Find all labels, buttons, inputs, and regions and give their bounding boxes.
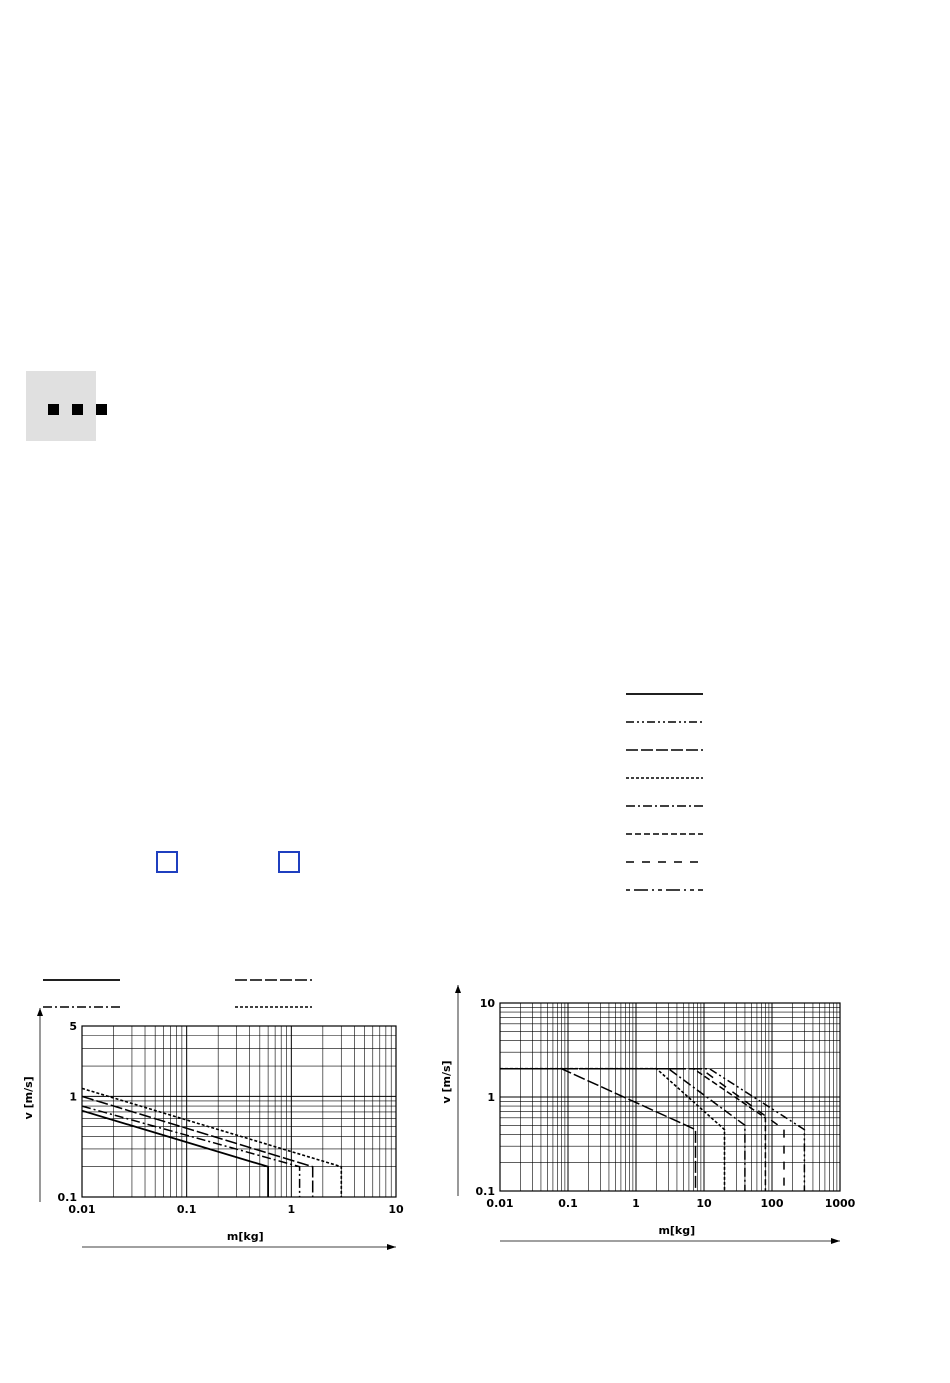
x-tick-label: 100 <box>760 1197 784 1210</box>
chart-left <box>20 1010 430 1260</box>
series-line-dotted <box>82 1088 341 1197</box>
x-axis-arrowhead <box>831 1238 840 1244</box>
blue-square-outline-icon <box>156 851 178 873</box>
x-tick-label: 10 <box>388 1203 404 1216</box>
x-tick-label: 0.1 <box>176 1203 197 1216</box>
y-tick-label: 0.1 <box>57 1191 77 1204</box>
legend-right <box>620 680 710 900</box>
legend-right-svg <box>620 680 710 900</box>
x-tick-label: 1 <box>632 1197 640 1210</box>
y-axis-title: v [m/s] <box>440 1060 453 1104</box>
chapter-tab <box>26 371 96 441</box>
blue-square-outline-icon <box>278 851 300 873</box>
x-tick-label: 0.1 <box>558 1197 578 1210</box>
series-line-solid <box>82 1111 268 1197</box>
x-tick-label: 1000 <box>824 1197 856 1210</box>
chart-right-svg <box>435 995 865 1255</box>
chart-right <box>435 995 865 1255</box>
series-line-dotted <box>500 1069 725 1191</box>
y-axis-title: v [m/s] <box>22 1076 35 1120</box>
y-tick-label: 5 <box>69 1020 77 1033</box>
x-axis-title: m[kg] <box>658 1224 696 1237</box>
y-tick-label: 1 <box>69 1090 77 1104</box>
x-tick-label: 0.01 <box>486 1197 514 1210</box>
chart-left-svg <box>20 1010 430 1260</box>
square-dot-icon <box>72 404 83 415</box>
square-dot-icon <box>96 404 107 415</box>
series-line-long-dash <box>500 1069 696 1191</box>
x-tick-label: 1 <box>287 1203 296 1216</box>
y-tick-label: 10 <box>479 997 495 1010</box>
x-tick-label: 0.01 <box>68 1203 96 1216</box>
series-line-dash-dot <box>500 1069 745 1191</box>
y-axis-arrowhead <box>455 985 461 993</box>
y-axis-arrowhead <box>37 1008 43 1016</box>
series-line-dash-dot-dot <box>500 1069 804 1191</box>
x-axis-arrowhead <box>387 1244 396 1250</box>
x-tick-label: 10 <box>696 1197 712 1210</box>
square-dot-icon <box>48 404 59 415</box>
y-tick-label: 0.1 <box>475 1185 495 1198</box>
series-line-sparse-dash <box>500 1069 784 1191</box>
series-line-long-dash <box>82 1096 313 1197</box>
y-tick-label: 1 <box>487 1091 495 1104</box>
x-axis-title: m[kg] <box>226 1230 264 1243</box>
